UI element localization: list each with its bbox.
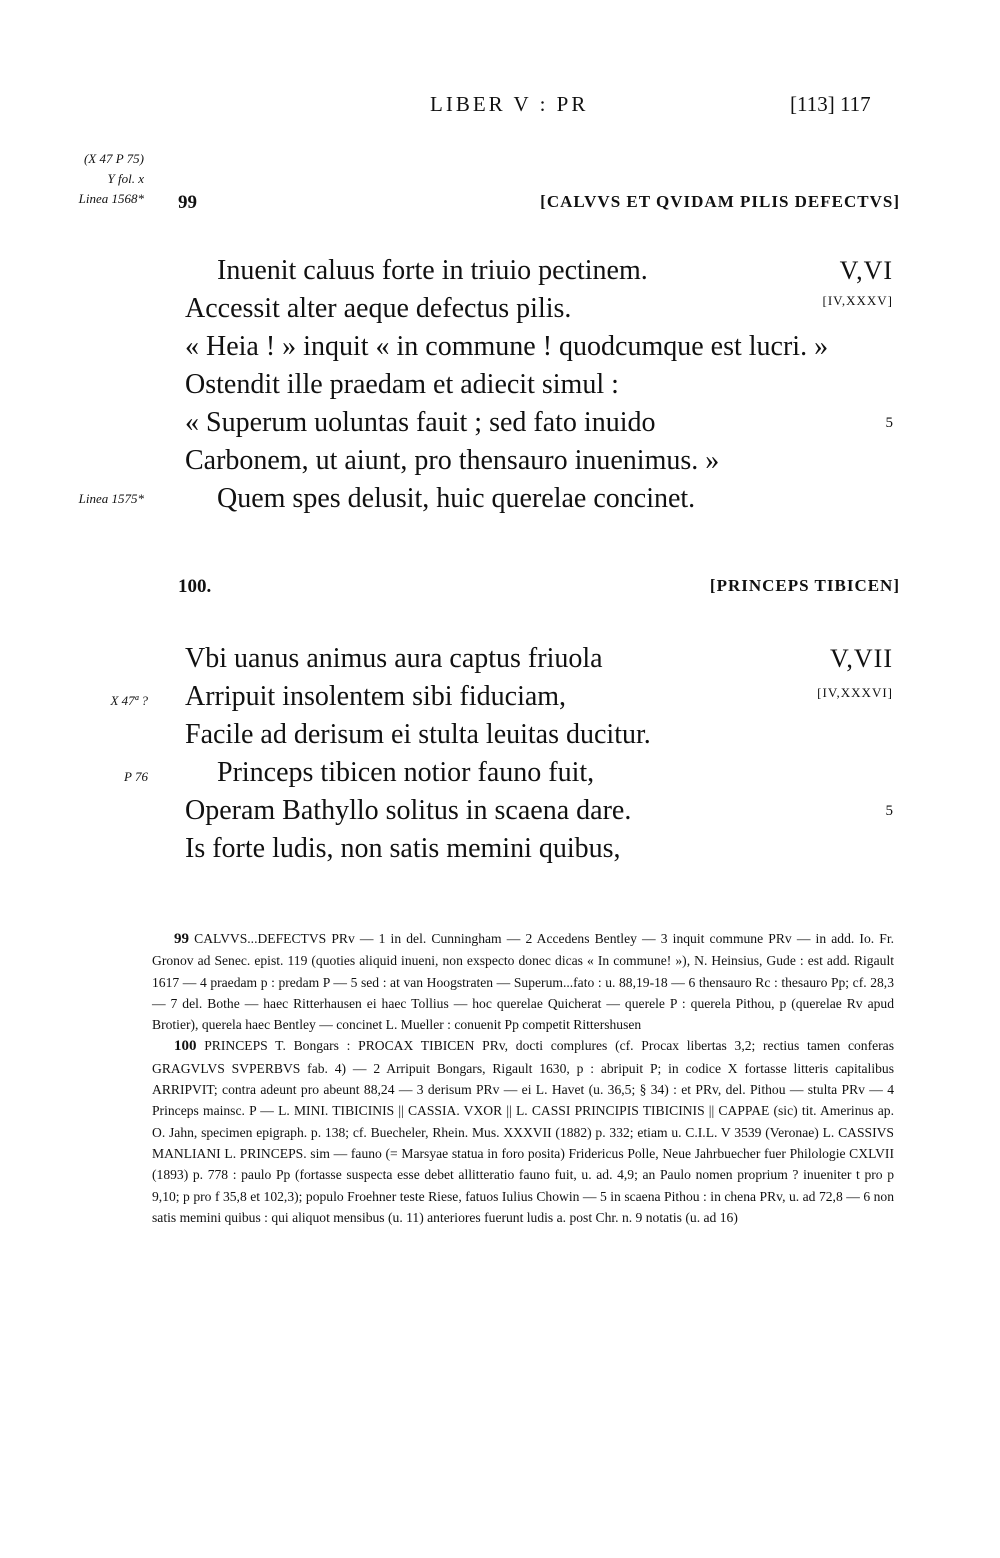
apparatus-note-99 [152,928,894,1035]
fable-100-number: 100. [178,576,212,597]
running-head: LIBER V : PR [430,92,589,116]
verse-line: Ostendit ille praedam et adiecit simul : [185,369,619,400]
apparatus-number: 100 [174,1038,197,1055]
verse-line: Arripuit insolentem sibi fiduciam, [IV,XXXVI] [185,678,905,716]
apparatus-text: PRINCEPS T. Bongars : PROCAX TIBICEN PRv, docti complures (cf. Procax libertas 3,2; rectius tamen conferas GRAGVLVS SVPERBVS fab. 4) — 2 Arripuit Bongars, Rigault 1630, p : abripuit P; in codice X fortasse litteris capitalibus ARRIPVIT; contra adeunt pro abeunt 88,24 — 3 derisum PRv — ei L. Havet (u. 36,5; § 34) : et PRv, del. Pithou — stulta PRv — 4 Princeps mainsc. P — L. MINI. TIBICINIS || CASSIA. VXOR || L. CASSI PRINCIPIS TIBICINIS || CAPPAE (sic) tit. Amerinus ap. O. Jahn, specimen epigraph. p. 138; cf. Buecheler, Rhein. Mus. XXXVII (1882) p. 332; etiam u. C.I.L. V 3539 (Veronae) L. CASSIVS MANLIANI L. PRINCEPS. sim — fauno (= Marsyae statua in foro posita) Fridericus Polle, Neue Jahrbuecher fuer Philologie CXLVII (1893) p. 778 : paulo Pp (fortasse suspecta esse debet allitteratio fauno fuit, u. ad. 4,9; an Paulo nomen proprium ? inueniter t pro p 9,10; p pro f 35,8 et 102,3); populo Froehner teste Riese, fatuos Iulius Chowin — 5 in scaena Pithou : in chena PRv, u. ad 72,8 — 6 non satis memini quibus : qui aliquot mensibus (u. 11) anteriores fuerunt ludis a. post Chr. n. 9 notatis (u. ad 16) [152,1038,894,1225]
fable-100-title: [PRINCEPS TIBICEN] [709,576,900,595]
margin-note-linea: Linea 1575* [78,491,144,506]
fable-99-alt-reference: [IV,XXXV] [822,293,893,308]
verse-line: Carbonem, ut aiunt, pro thensauro inuenimus. » [185,445,720,476]
apparatus-text: CALVVS...DEFECTVS PRv — 1 in del. Cunningham — 2 Accedens Bentley — 3 inquit commune PRv — in add. Io. Fr. Gronov ad Senec. epist. 119 (quoties aliquid inueni, non exspecto donec dicas « In commune! »), N. Heinsius, Gude : est add. Rigault 1617 — 4 praedam p : predam P — 5 sed : at van Hoogstraten — Superum...fato : u. 88,19-18 — 6 thensauro Rc : thesauro Pp; cf. 28,3 — 7 del. Bothe — haec Ritterhausen ei haec Tollius — hoc querelae Quicherat — querele P : querela Pithou, p (querelae Rv apud Brotier), querela haec Bentley — concinet L. Mueller : conuenit Pp competit Rittershusen [152,931,895,1033]
fable-100-alt-reference: [IV,XXXVI] [817,685,893,700]
verse-line: Is forte ludis, non satis memini quibus, [185,833,621,864]
fable-100-reference: V,VII [829,644,893,673]
fable-99-number: 99 [178,192,197,213]
margin-note-p76: P 76 [124,769,148,784]
verse-line: « Heia ! » inquit « in commune ! quodcumque est lucri. » [185,331,829,362]
verse-line: Vbi uanus animus aura captus friuola V,VII [185,640,905,678]
critical-apparatus [152,928,894,1228]
fable-99-title: [CALVVS ET QVIDAM PILIS DEFECTVS] [540,192,900,211]
line-number: 5 [885,803,893,819]
margin-note-top-3: Linea 1568* [78,191,144,206]
margin-note-top-2: Y fol. x [107,171,144,186]
verse-line: « Superum uoluntas fauit ; sed fato inuido 5 [185,404,905,442]
margin-note-top-1: (X 47 P 75) [83,151,144,166]
verse-line: Accessit alter aeque defectus pilis. [IV,XXXV] [185,290,905,328]
verse-line: Facile ad derisum ei stulta leuitas ducitur. [185,719,651,750]
apparatus-number: 99 [174,931,189,947]
page-number: [113] 117 [790,92,871,116]
verse-line: Inuenit caluus forte in triuio pectinem. V,VI [185,252,905,290]
margin-note-x47: X 47ª ? [110,693,148,708]
verse-line: Princeps tibicen notior fauno fuit, [217,757,595,788]
apparatus-note-100 [152,1035,894,1228]
verse-line: Operam Bathyllo solitus in scaena dare. 5 [185,792,905,830]
verse-line: Quem spes delusit, huic querelae concinet. [217,483,696,514]
line-number: 5 [885,415,893,431]
fable-99-reference: V,VI [839,256,893,285]
fable-100-verse [185,640,905,868]
fable-99-verse [185,252,905,518]
